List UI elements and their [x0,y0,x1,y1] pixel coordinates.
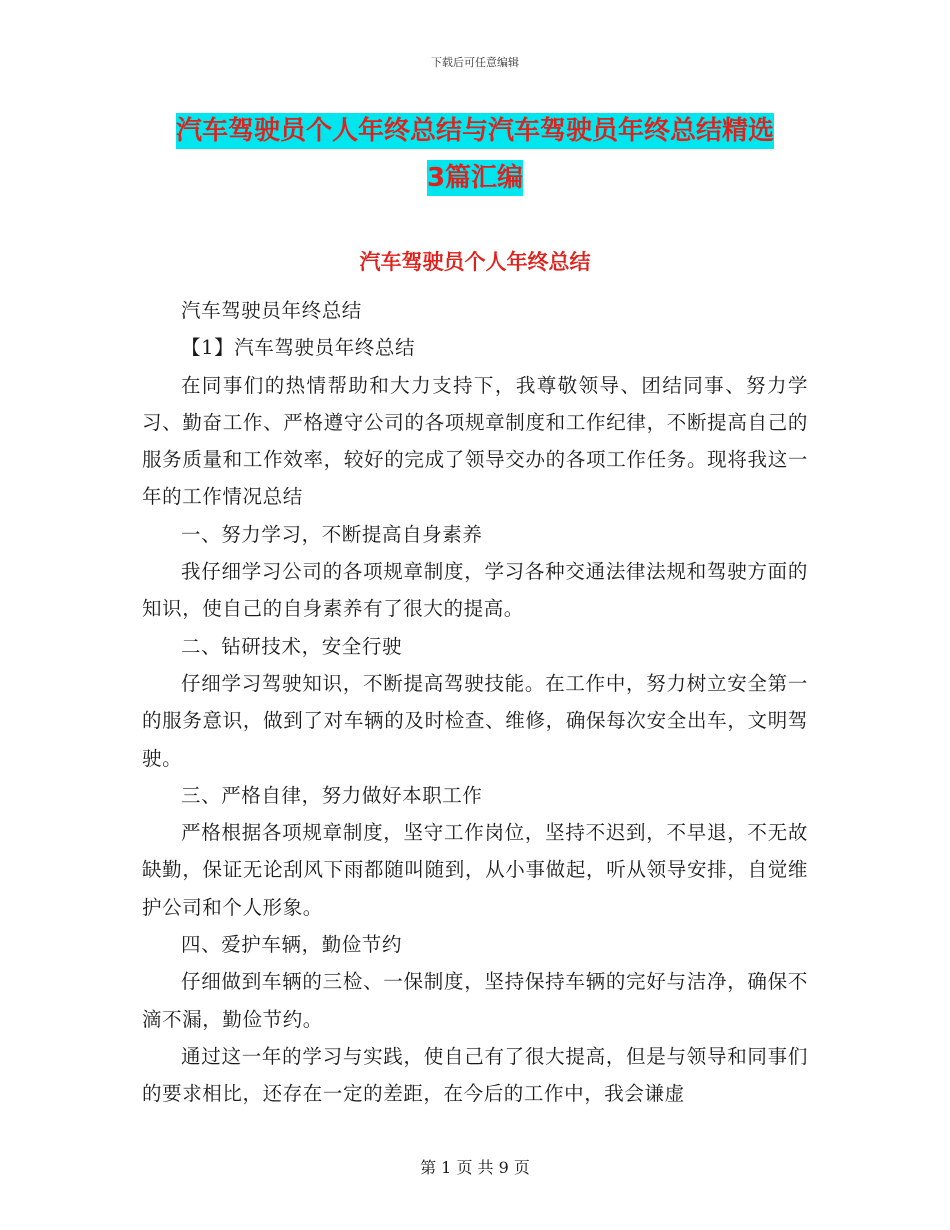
paragraph: 我仔细学习公司的各项规章制度，学习各种交通法律法规和驾驶方面的知识，使自己的自身素养有了很大的提高。 [142,560,808,621]
paragraph: 【1】汽车驾驶员年终总结 [181,336,416,360]
paragraph: 严格根据各项规章制度，坚守工作岗位，坚持不迟到，不早退，不无故缺勤，保证无论刮风下雨都随叫随到，从小事做起，听从领导安排，自觉维护公司和个人形象。 [142,821,808,919]
paragraph: 在同事们的热情帮助和大力支持下，我尊敬领导、团结同事、努力学习、勤奋工作、严格遵守公司的各项规章制度和工作纪律，不断提高自己的服务质量和工作效率，较好的完成了领导交办的各项工作任务。现将我这一年的工作情况总结 [142,373,808,509]
paragraph: 仔细学习驾驶知识，不断提高驾驶技能。在工作中，努力树立安全第一的服务意识，做到了对车辆的及时检查、维修，确保每次安全出车，文明驾驶。 [142,671,808,770]
document-body [142,292,808,1113]
paragraph: 仔细做到车辆的三检、一保制度，坚持保持车辆的完好与洁净，确保不滴不漏，勤俭节约。 [142,970,808,1031]
paragraph-heading: 一、努力学习，不断提高自身素养 [181,522,483,546]
document-title-line-1: 汽车驾驶员个人年终总结与汽车驾驶员年终总结精选 [176,113,774,149]
document-title-line-2: 3篇汇编 [427,160,523,196]
page-number-footer: 第 1 页 共 9 页 [420,1158,530,1177]
paragraph: 汽车驾驶员年终总结 [181,299,362,322]
paragraph-heading: 四、爱护车辆，勤俭节约 [181,933,403,957]
section-title: 汽车驾驶员个人年终总结 [359,250,591,274]
paragraph-heading: 三、严格自律，努力做好本职工作 [181,783,483,807]
document-title [142,108,808,202]
paragraph-heading: 二、钻研技术，安全行驶 [181,634,403,658]
page-header-note: 下载后可任意编辑 [431,56,519,69]
paragraph: 通过这一年的学习与实践，使自己有了很大提高，但是与领导和同事们的要求相比，还存在一定的差距，在今后的工作中，我会谦虚 [142,1044,808,1106]
